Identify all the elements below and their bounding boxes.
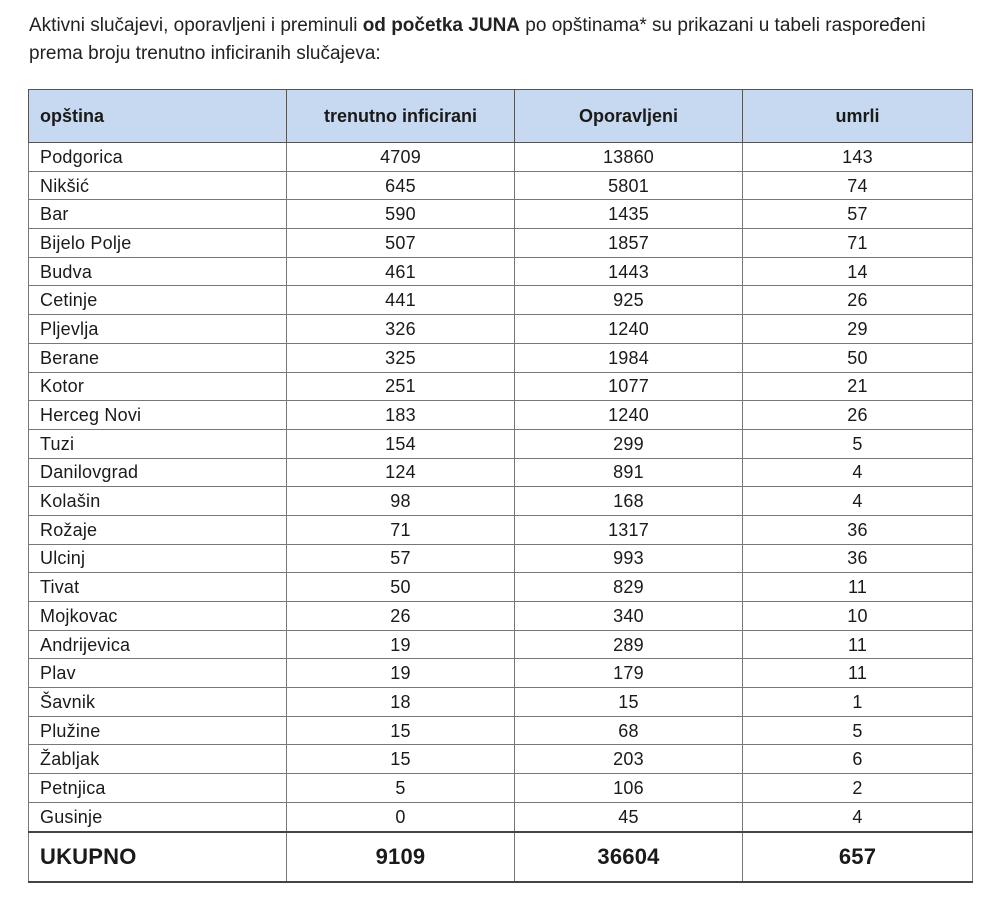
municipality-cell: Tivat bbox=[29, 573, 287, 602]
deceased-cell: 26 bbox=[743, 401, 973, 430]
table-row bbox=[29, 515, 973, 544]
recovered-cell: 1240 bbox=[515, 401, 743, 430]
municipality-cell: Berane bbox=[29, 343, 287, 372]
intro-text-bold: od početka JUNA bbox=[362, 15, 521, 36]
total-row bbox=[29, 832, 973, 882]
table-row bbox=[29, 659, 973, 688]
table-row bbox=[29, 774, 973, 803]
table-row bbox=[29, 802, 973, 831]
deceased-cell: 4 bbox=[743, 458, 973, 487]
table-row bbox=[29, 286, 973, 315]
infected-cell: 441 bbox=[287, 286, 515, 315]
infected-cell: 15 bbox=[287, 745, 515, 774]
municipality-cell: Kotor bbox=[29, 372, 287, 401]
total-recovered: 36604 bbox=[515, 832, 743, 882]
header-currently-infected: trenutno inficirani bbox=[287, 90, 515, 143]
deceased-cell: 5 bbox=[743, 429, 973, 458]
recovered-cell: 891 bbox=[515, 458, 743, 487]
header-deceased: umrli bbox=[743, 90, 973, 143]
municipality-cell: Plužine bbox=[29, 716, 287, 745]
deceased-cell: 11 bbox=[743, 659, 973, 688]
infected-cell: 19 bbox=[287, 630, 515, 659]
table-row bbox=[29, 630, 973, 659]
recovered-cell: 15 bbox=[515, 688, 743, 717]
infected-cell: 4709 bbox=[287, 143, 515, 172]
municipality-cell: Žabljak bbox=[29, 745, 287, 774]
deceased-cell: 36 bbox=[743, 515, 973, 544]
table-row bbox=[29, 143, 973, 172]
municipality-cell: Budva bbox=[29, 257, 287, 286]
table-header-row bbox=[29, 90, 973, 143]
total-infected: 9109 bbox=[287, 832, 515, 882]
deceased-cell: 29 bbox=[743, 315, 973, 344]
municipality-cell: Ulcinj bbox=[29, 544, 287, 573]
infected-cell: 98 bbox=[287, 487, 515, 516]
recovered-cell: 1317 bbox=[515, 515, 743, 544]
table-row bbox=[29, 229, 973, 258]
table-row bbox=[29, 401, 973, 430]
table-row bbox=[29, 171, 973, 200]
deceased-cell: 74 bbox=[743, 171, 973, 200]
municipality-cell: Plav bbox=[29, 659, 287, 688]
deceased-cell: 11 bbox=[743, 630, 973, 659]
recovered-cell: 1435 bbox=[515, 200, 743, 229]
infected-cell: 71 bbox=[287, 515, 515, 544]
municipality-cell: Bar bbox=[29, 200, 287, 229]
recovered-cell: 45 bbox=[515, 802, 743, 831]
municipality-cell: Tuzi bbox=[29, 429, 287, 458]
recovered-cell: 289 bbox=[515, 630, 743, 659]
recovered-cell: 829 bbox=[515, 573, 743, 602]
table-row bbox=[29, 745, 973, 774]
infected-cell: 0 bbox=[287, 802, 515, 831]
infected-cell: 326 bbox=[287, 315, 515, 344]
municipality-cell: Bijelo Polje bbox=[29, 229, 287, 258]
municipality-cell: Mojkovac bbox=[29, 602, 287, 631]
recovered-cell: 299 bbox=[515, 429, 743, 458]
header-municipality: opština bbox=[29, 90, 287, 143]
total-deceased: 657 bbox=[743, 832, 973, 882]
recovered-cell: 1984 bbox=[515, 343, 743, 372]
infected-cell: 507 bbox=[287, 229, 515, 258]
municipality-cell: Petnjica bbox=[29, 774, 287, 803]
deceased-cell: 71 bbox=[743, 229, 973, 258]
deceased-cell: 2 bbox=[743, 774, 973, 803]
recovered-cell: 203 bbox=[515, 745, 743, 774]
infected-cell: 124 bbox=[287, 458, 515, 487]
deceased-cell: 10 bbox=[743, 602, 973, 631]
infected-cell: 645 bbox=[287, 171, 515, 200]
deceased-cell: 50 bbox=[743, 343, 973, 372]
recovered-cell: 68 bbox=[515, 716, 743, 745]
recovered-cell: 1240 bbox=[515, 315, 743, 344]
intro-text-end: po opštinama* su prikazani u tabeli raspoređeni prema broju trenutno inficiranih slučajeva: bbox=[29, 15, 926, 64]
table-row bbox=[29, 544, 973, 573]
recovered-cell: 993 bbox=[515, 544, 743, 573]
deceased-cell: 143 bbox=[743, 143, 973, 172]
deceased-cell: 6 bbox=[743, 745, 973, 774]
municipality-cell: Cetinje bbox=[29, 286, 287, 315]
deceased-cell: 26 bbox=[743, 286, 973, 315]
deceased-cell: 14 bbox=[743, 257, 973, 286]
recovered-cell: 925 bbox=[515, 286, 743, 315]
table-row bbox=[29, 688, 973, 717]
table-row bbox=[29, 372, 973, 401]
deceased-cell: 57 bbox=[743, 200, 973, 229]
infected-cell: 26 bbox=[287, 602, 515, 631]
municipality-cell: Danilovgrad bbox=[29, 458, 287, 487]
table-row bbox=[29, 487, 973, 516]
infected-cell: 461 bbox=[287, 257, 515, 286]
table-row bbox=[29, 257, 973, 286]
table-row bbox=[29, 343, 973, 372]
municipality-cell: Šavnik bbox=[29, 688, 287, 717]
infected-cell: 19 bbox=[287, 659, 515, 688]
deceased-cell: 5 bbox=[743, 716, 973, 745]
table-row bbox=[29, 458, 973, 487]
recovered-cell: 1857 bbox=[515, 229, 743, 258]
municipality-cell: Kolašin bbox=[29, 487, 287, 516]
deceased-cell: 11 bbox=[743, 573, 973, 602]
infected-cell: 251 bbox=[287, 372, 515, 401]
recovered-cell: 168 bbox=[515, 487, 743, 516]
recovered-cell: 1443 bbox=[515, 257, 743, 286]
deceased-cell: 4 bbox=[743, 487, 973, 516]
municipality-cell: Gusinje bbox=[29, 802, 287, 831]
table-row bbox=[29, 200, 973, 229]
municipality-cell: Andrijevica bbox=[29, 630, 287, 659]
table-row bbox=[29, 429, 973, 458]
infected-cell: 154 bbox=[287, 429, 515, 458]
deceased-cell: 21 bbox=[743, 372, 973, 401]
infected-cell: 57 bbox=[287, 544, 515, 573]
recovered-cell: 1077 bbox=[515, 372, 743, 401]
deceased-cell: 1 bbox=[743, 688, 973, 717]
deceased-cell: 36 bbox=[743, 544, 973, 573]
total-label: UKUPNO bbox=[29, 832, 287, 882]
infected-cell: 183 bbox=[287, 401, 515, 430]
municipality-cell: Pljevlja bbox=[29, 315, 287, 344]
municipality-cell: Rožaje bbox=[29, 515, 287, 544]
infected-cell: 18 bbox=[287, 688, 515, 717]
deceased-cell: 4 bbox=[743, 802, 973, 831]
table-row bbox=[29, 716, 973, 745]
table-row bbox=[29, 315, 973, 344]
infected-cell: 15 bbox=[287, 716, 515, 745]
municipality-cell: Nikšić bbox=[29, 171, 287, 200]
intro-text-start: Aktivni slučajevi, oporavljeni i preminuli bbox=[29, 15, 363, 36]
recovered-cell: 13860 bbox=[515, 143, 743, 172]
table-row bbox=[29, 573, 973, 602]
header-recovered: Oporavljeni bbox=[515, 90, 743, 143]
table-row bbox=[29, 602, 973, 631]
infected-cell: 50 bbox=[287, 573, 515, 602]
municipality-cell: Podgorica bbox=[29, 143, 287, 172]
infected-cell: 590 bbox=[287, 200, 515, 229]
table-body bbox=[29, 143, 973, 832]
recovered-cell: 106 bbox=[515, 774, 743, 803]
infected-cell: 325 bbox=[287, 343, 515, 372]
intro-paragraph bbox=[29, 12, 979, 68]
infected-cell: 5 bbox=[287, 774, 515, 803]
recovered-cell: 5801 bbox=[515, 171, 743, 200]
recovered-cell: 340 bbox=[515, 602, 743, 631]
municipality-stats-table bbox=[28, 89, 973, 883]
recovered-cell: 179 bbox=[515, 659, 743, 688]
municipality-cell: Herceg Novi bbox=[29, 401, 287, 430]
